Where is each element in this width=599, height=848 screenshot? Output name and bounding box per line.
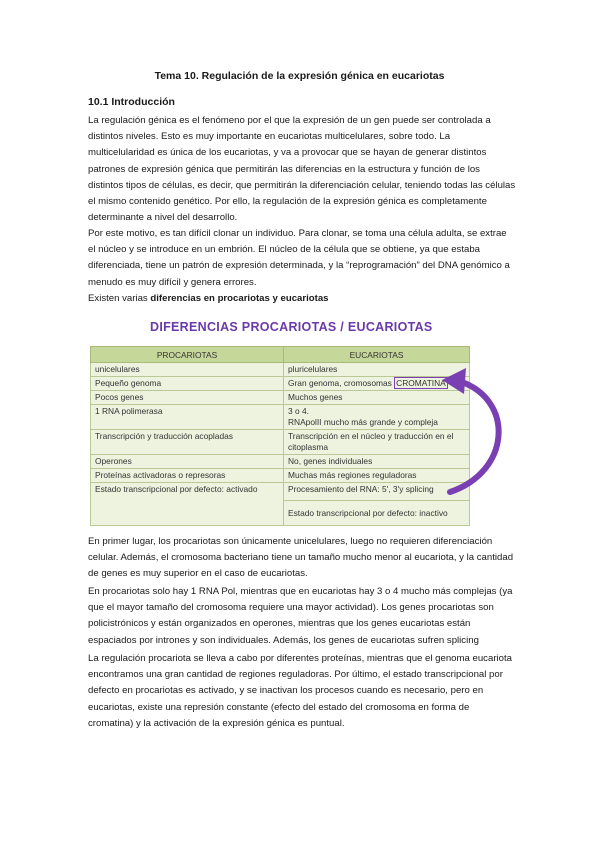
paragraph-3 (88, 291, 516, 307)
cell-pro: Pocos genes (91, 391, 284, 405)
cell-pro: Estado transcripcional por defecto: activado (91, 483, 284, 526)
highlight-cromatina: CROMATINA (396, 378, 446, 388)
cell-eu: No, genes individuales (284, 455, 470, 469)
figure-title: DIFERENCIAS PROCARIOTAS / EUCARIOTAS (150, 320, 433, 334)
page-title: Tema 10. Regulación de la expresión génica en eucariotas (154, 70, 445, 82)
cell-eu-line1: 3 o 4. (288, 406, 309, 416)
cell-eu-text: Gran genoma, cromosomas (288, 378, 392, 388)
section-heading: 10.1 Introducción (88, 96, 175, 108)
cell-eu: Estado transcripcional por defecto: inactivo (284, 501, 470, 526)
cell-pro: unicelulares (91, 363, 284, 377)
paragraph-3-bold: diferencias en procariotas y eucariotas (150, 293, 329, 304)
table-row (91, 391, 470, 405)
table-row (91, 469, 470, 483)
cell-eu: Transcripción en el núcleo y traducción en el citoplasma (284, 430, 470, 455)
paragraph-6: La regulación procariota se lleva a cabo por diferentes proteínas, mientras que el genoma eucariota encontramos una gran cantidad de regiones reguladoras. Por último, el estado transcripcional por defecto en procariotas es activado, y se inactivan los procesos cuando es necesario, pero en eucariotas, existe una represión constante (efecto del estado del cromosoma en forma de cromatina) y la activación de la expresión génica es puntual. (88, 653, 512, 729)
cell-pro: 1 RNA polimerasa (91, 405, 284, 430)
table-row (91, 405, 470, 430)
cell-eu: Muchas más regiones reguladoras (284, 469, 470, 483)
cell-eu: Muchos genes (284, 391, 470, 405)
cell-eu: pluricelulares (284, 363, 470, 377)
header-eucariotas: EUCARIOTAS (284, 347, 470, 363)
table-row (91, 430, 470, 455)
cell-eu: Procesamiento del RNA: 5', 3'y splicing (284, 483, 470, 501)
comparison-table (90, 346, 470, 526)
cell-eu-line2: RNApolII mucho más grande y compleja (288, 417, 438, 427)
table-row (91, 455, 470, 469)
curved-arrow-icon (440, 362, 520, 507)
table-row (91, 483, 470, 501)
cell-pro: Proteínas activadoras o represoras (91, 469, 284, 483)
table-header-row (91, 347, 470, 363)
table-row (91, 363, 470, 377)
paragraph-5: En procariotas solo hay 1 RNA Pol, mientras que en eucariotas hay 3 o 4 mucho más complejas (ya que el mayor tamaño del cromosoma requiere una mayor actividad). Los genes procariotas son policistrónicos y están organizados en operones, mientras que los genes eucariotas están espaciados por intrones y son individuales. Además, los genes de eucariotas sufren splicing (88, 586, 513, 646)
paragraph-1: La regulación génica es el fenómeno por el que la expresión de un gen puede ser controlada a distintos niveles. Esto es muy importante en eucariotas multicelulares, sobre todo. La multicelularidad es única de los eucariotas, y va a provocar que se hayan de generar distintos patrones de expresión génica que permitirán las diferencias en la estructura y función de los distintos tipos de células, es decir, que permitirán la diferenciación celular, teniendo todas las células el mismo contenido genético. Por ello, la regulación de la expresión génica es completamente determinante a nivel del desarrollo. (88, 115, 516, 224)
table-row (91, 377, 470, 391)
paragraph-2: Por este motivo, es tan difícil clonar un individuo. Para clonar, se toma una célula adulta, se extrae el núcleo y se introduce en un embrión. El núcleo de la célula que se obtiene, ya que estaba diferenciada, tiene un patrón de expresión determinada, y la “reprogramación” del DNA genómico a menudo es muy difícil y genera errores. (88, 228, 510, 288)
cell-pro: Operones (91, 455, 284, 469)
paragraph-3-text: Existen varias (88, 293, 151, 304)
header-procariotas: PROCARIOTAS (91, 347, 284, 363)
cell-pro: Transcripción y traducción acopladas (91, 430, 284, 455)
paragraph-4: En primer lugar, los procariotas son únicamente unicelulares, luego no requieren diferenciación celular. Además, el cromosoma bacteriano tiene un tamaño mucho menor al eucariota, y la cantidad de genes es muy superior en el caso de eucariotas. (88, 536, 514, 580)
cell-pro: Pequeño genoma (91, 377, 284, 391)
